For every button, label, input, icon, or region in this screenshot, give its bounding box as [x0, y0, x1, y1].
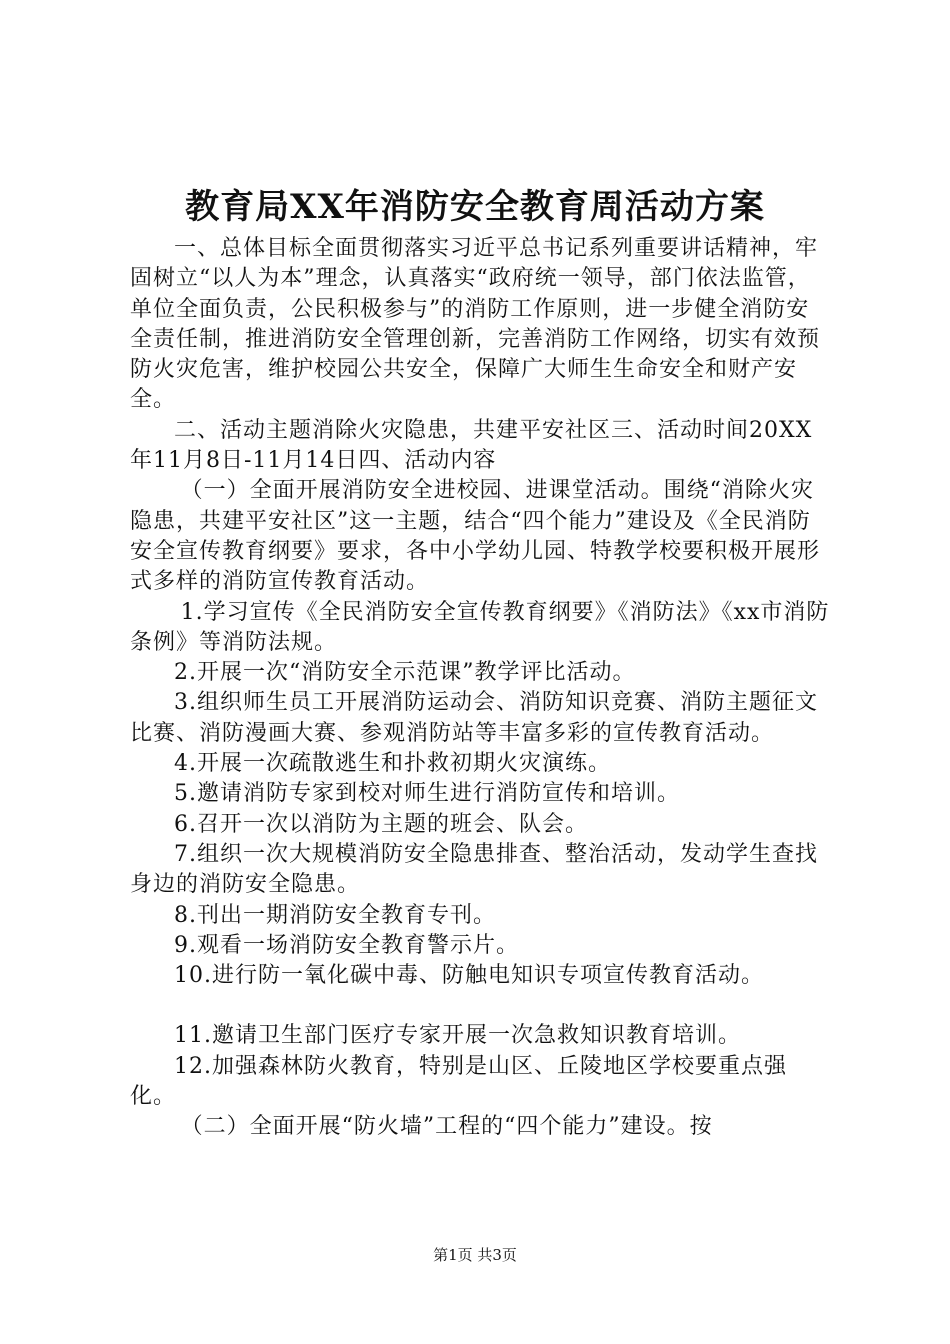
list-item: 2.开展一次“消防安全示范课”教学评比活动。	[174, 660, 636, 686]
document-title: 教育局XX年消防安全教育周活动方案	[185, 187, 765, 227]
paragraph-general-goal: 一、总体目标全面贯彻落实习近平总书记系列重要讲话精神，牢固树立“以人为本”理念，认真落实“政府统一领导，部门依法监管，单位全面负责，公民积极参与”的消防工作原则，进一步健全消防安全责任制，推进消防安全管理创新，完善消防工作网络，切实有效预防火灾危害，维护校园公共安全，保障广大师生生命安全和财产安全。	[130, 236, 821, 413]
list-item: 11.邀请卫生部门医疗专家开展一次急救知识教育培训。	[174, 1023, 741, 1049]
list-item: 9.观看一场消防安全教育警示片。	[174, 932, 519, 958]
list-item: 4.开展一次疏散逃生和扑救初期火灾演练。	[174, 751, 611, 777]
list-item: 1.学习宣传《全民消防安全宣传教育纲要》《消防法》《xx市消防条例》等消防法规。	[130, 599, 830, 655]
list-item: 12.加强森林防火教育，特别是山区、丘陵地区学校要重点强化。	[130, 1053, 787, 1110]
page-footer: 第1页 共3页	[433, 1246, 517, 1264]
list-item: 5.邀请消防专家到校对师生进行消防宣传和培训。	[174, 781, 680, 807]
paragraph-section-1: （一）全面开展消防安全进校园、进课堂活动。围绕“消除火灾隐患，共建平安社区”这一主题，结合“四个能力”建设及《全民消防安全宣传教育纲要》要求，各中小学幼儿园、特教学校要积极开展形式多样的消防宣传教育活动。	[130, 478, 821, 595]
list-item: 6.召开一次以消防为主题的班会、队会。	[174, 811, 588, 837]
list-item: 3.组织师生员工开展消防运动会、消防知识竞赛、消防主题征文比赛、消防漫画大赛、参观消防站等丰富多彩的宣传教育活动。	[130, 690, 818, 746]
paragraph-section-2: （二）全面开展“防火墙”工程的“四个能力”建设。按	[180, 1114, 713, 1140]
list-item: 7.组织一次大规模消防安全隐患排查、整治活动，发动学生查找身边的消防安全隐患。	[130, 841, 818, 898]
paragraph-theme-time: 二、活动主题消除火灾隐患，共建平安社区三、活动时间20XX年11月8日-11月14日四、活动内容	[130, 417, 813, 474]
list-item: 8.刊出一期消防安全教育专刊。	[174, 902, 496, 928]
list-item: 10.进行防一氧化碳中毒、防触电知识专项宣传教育活动。	[174, 963, 764, 989]
document-body	[130, 234, 830, 1143]
